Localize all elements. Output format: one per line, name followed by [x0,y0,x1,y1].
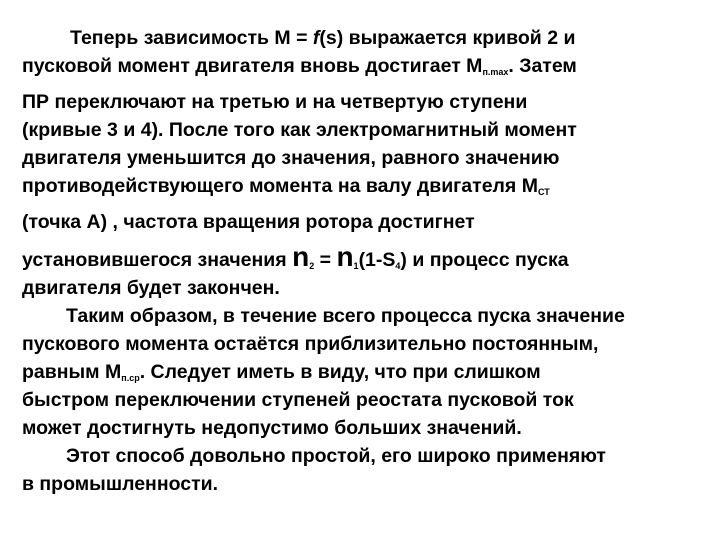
p1-line-6 [22,172,684,200]
p1-text: противодействующего момента на валу двигателя М [22,175,538,197]
p2-line-1: Таким образом, в течение всего процесса пуска значение [66,305,625,327]
p1-text: Теперь зависимость М = [70,27,313,49]
p1-line-7: (точка А) , частота вращения ротора достигнет [22,211,475,233]
p1-line-5: двигателя уменьшится до значения, равного значению [22,147,560,169]
p1-line-9: двигателя будет закончен. [22,277,280,299]
p2-text: равным М [22,361,122,383]
p2-text: . Следует иметь в виду, что при слишком [139,361,541,383]
p1-text: (s) выражается кривой 2 и [319,27,576,49]
subscript: 2 [309,261,315,271]
subscript: п.ср [121,373,140,383]
p1-line-2 [22,52,684,80]
subscript: 4 [395,261,401,271]
p1-text: установившегося значения [22,249,293,271]
symbol-n2: n [292,241,310,272]
p3-line-2: в промышленности. [22,473,219,495]
function-f: f [312,27,320,49]
p1-line-4: (кривые 3 и 4). После того как электромагнитный момент [22,119,577,141]
p1-line-1 [22,24,684,52]
subscript: п.max [482,67,509,77]
subscript: 1 [353,261,359,271]
p1-text: . Затем [508,55,577,77]
p2-line-2: пускового момента остаётся приблизительно постоянным, [22,333,599,355]
p1-text: = [314,249,337,271]
p1-text: пусковой момент двигателя вновь достигает М [22,55,483,77]
p2-line-5: может достигнуть недопустимо больших значений. [22,417,522,439]
p3-line-1: Этот способ довольно простой, его широко применяют [66,445,606,467]
symbol-n1: n [336,241,354,272]
p2-line-4: быстром переключении ступеней реостата пусковой ток [22,389,574,411]
paragraph-1 [22,24,684,302]
p1-line-3: ПР переключают на третью и на четвертую ступени [22,91,528,113]
paragraph-2 [22,302,684,442]
paragraph-3 [22,442,684,498]
subscript: СТ [537,187,550,197]
p1-line-8 [22,241,684,274]
p2-line-3 [22,358,684,386]
p1-text: ) и процесс пуска [400,249,569,271]
p1-text: (1-S [358,249,396,271]
